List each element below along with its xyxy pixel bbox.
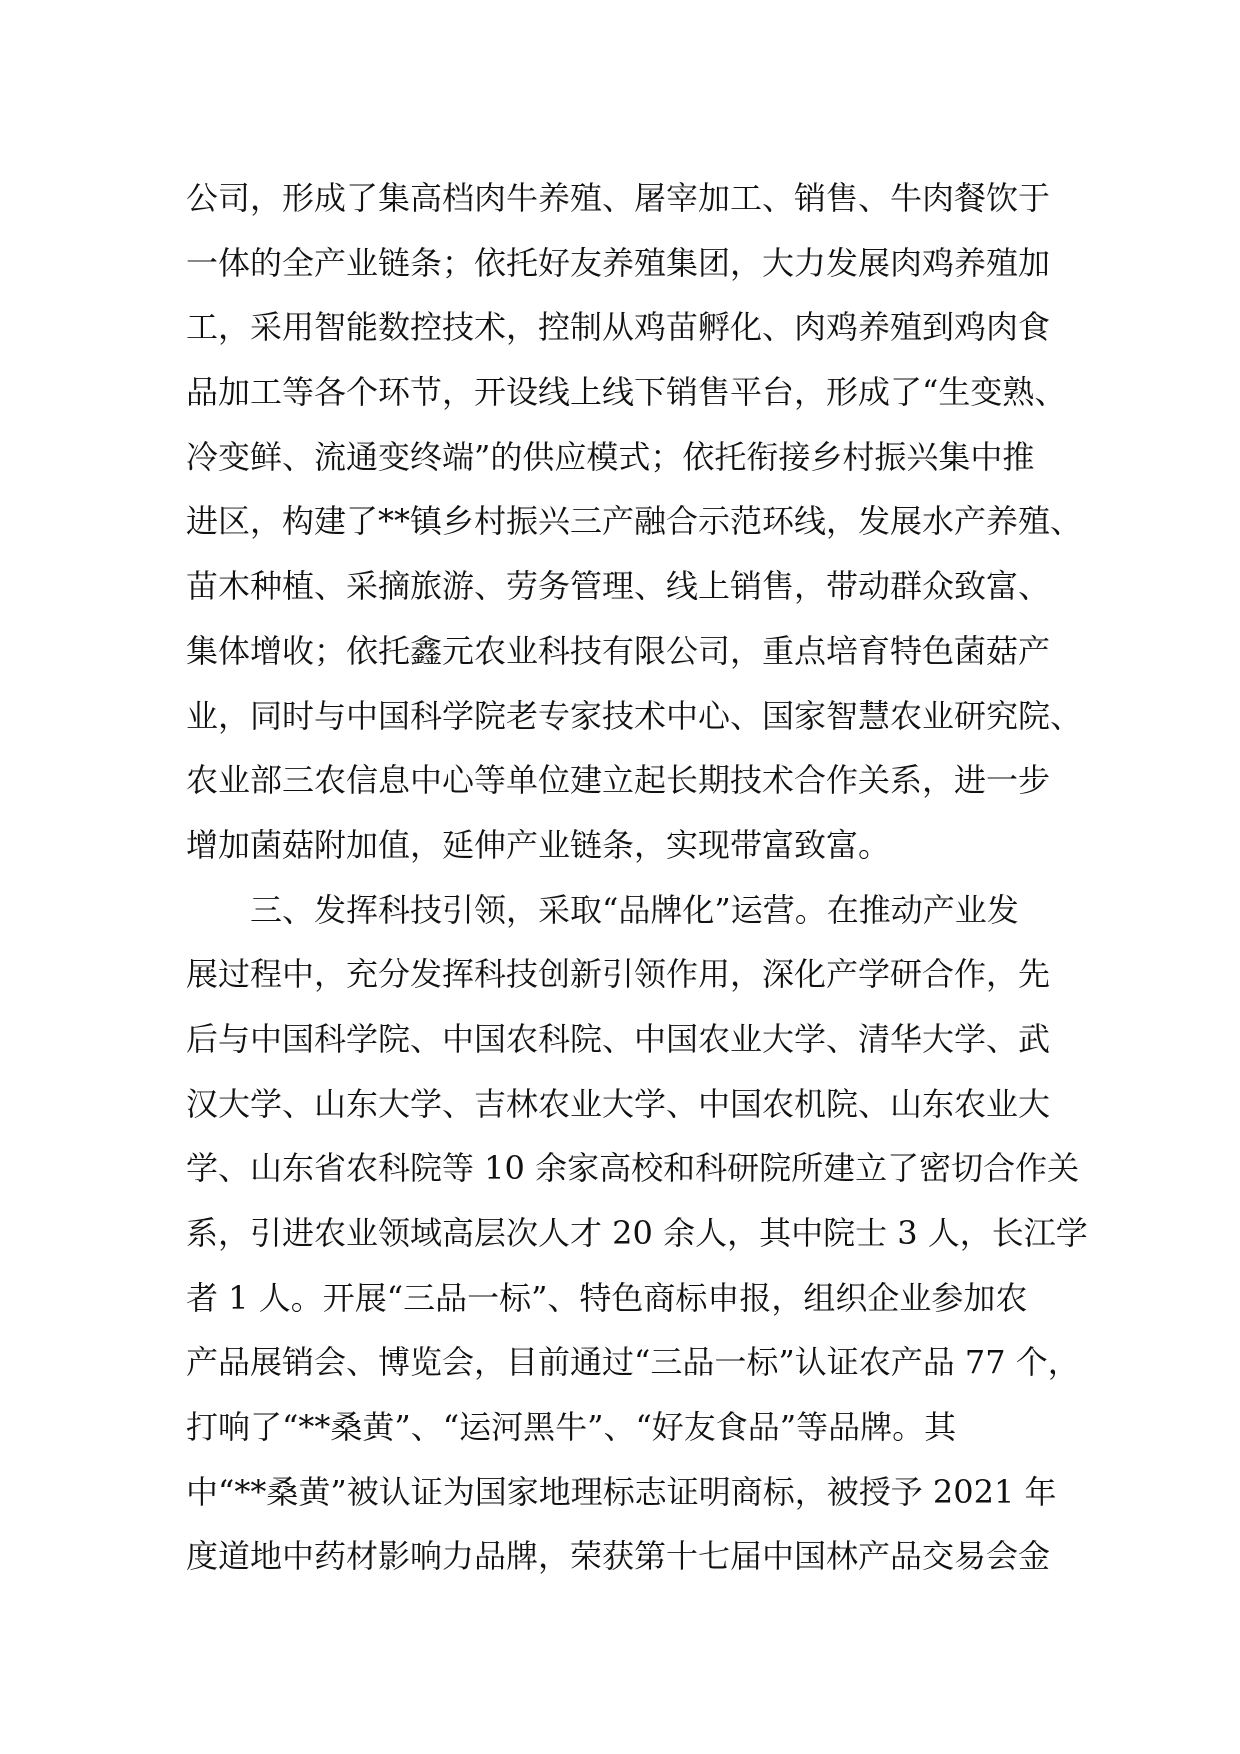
text-line: 工，采用智能数控技术，控制从鸡苗孵化、肉鸡养殖到鸡肉食 (186, 308, 1051, 347)
body-text (186, 166, 1086, 1589)
text-line: 业，同时与中国科学院老专家技术中心、国家智慧农业研究院、 (186, 696, 1083, 735)
text-line: 产品展销会、博览会，目前通过“三品一标”认证农产品 77 个， (186, 1343, 1080, 1382)
text-line: 增加菌菇附加值，延伸产业链条，实现带富致富。 (186, 825, 891, 864)
text-line: 进区，构建了**镇乡村振兴三产融合示范环线，发展水产养殖、 (186, 502, 1083, 541)
text-line: 打响了“**桑黄”、“运河黑牛”、“好友食品”等品牌。其 (186, 1408, 957, 1447)
text-line: 农业部三农信息中心等单位建立起长期技术合作关系，进一步 (186, 761, 1051, 800)
text-line: 集体增收；依托鑫元农业科技有限公司，重点培育特色菌菇产 (186, 631, 1051, 670)
text-line: 者 1 人。开展“三品一标”、特色商标申报，组织企业参加农 (186, 1278, 1028, 1317)
text-line: 冷变鲜、流通变终端”的供应模式；依托衔接乡村振兴集中推 (186, 437, 1035, 476)
text-line: 汉大学、山东大学、吉林农业大学、中国农机院、山东农业大 (186, 1084, 1051, 1123)
text-line: 苗木种植、采摘旅游、劳务管理、线上销售，带动群众致富、 (186, 567, 1051, 606)
text-line: 中“**桑黄”被认证为国家地理标志证明商标，被授予 2021 年 (186, 1472, 1057, 1511)
text-line: 展过程中，充分发挥科技创新引领作用，深化产学研合作，先 (186, 955, 1051, 994)
text-line: 品加工等各个环节，开设线上线下销售平台，形成了“生变熟、 (186, 373, 1067, 412)
text-line: 三、发挥科技引领，采取“品牌化”运营。在推动产业发 (186, 890, 1019, 929)
text-line: 学、山东省农科院等 10 余家高校和科研院所建立了密切合作关 (186, 1149, 1080, 1188)
text-line: 后与中国科学院、中国农科院、中国农业大学、清华大学、武 (186, 1019, 1051, 1058)
text-line: 度道地中药材影响力品牌，荣获第十七届中国林产品交易会金 (186, 1537, 1051, 1576)
text-line: 公司，形成了集高档肉牛养殖、屠宰加工、销售、牛肉餐饮于 (186, 179, 1051, 217)
text-line: 系，引进农业领域高层次人才 20 余人，其中院士 3 人，长江学 (186, 1214, 1088, 1252)
text-line: 一体的全产业链条；依托好友养殖集团，大力发展肉鸡养殖加 (186, 243, 1051, 282)
